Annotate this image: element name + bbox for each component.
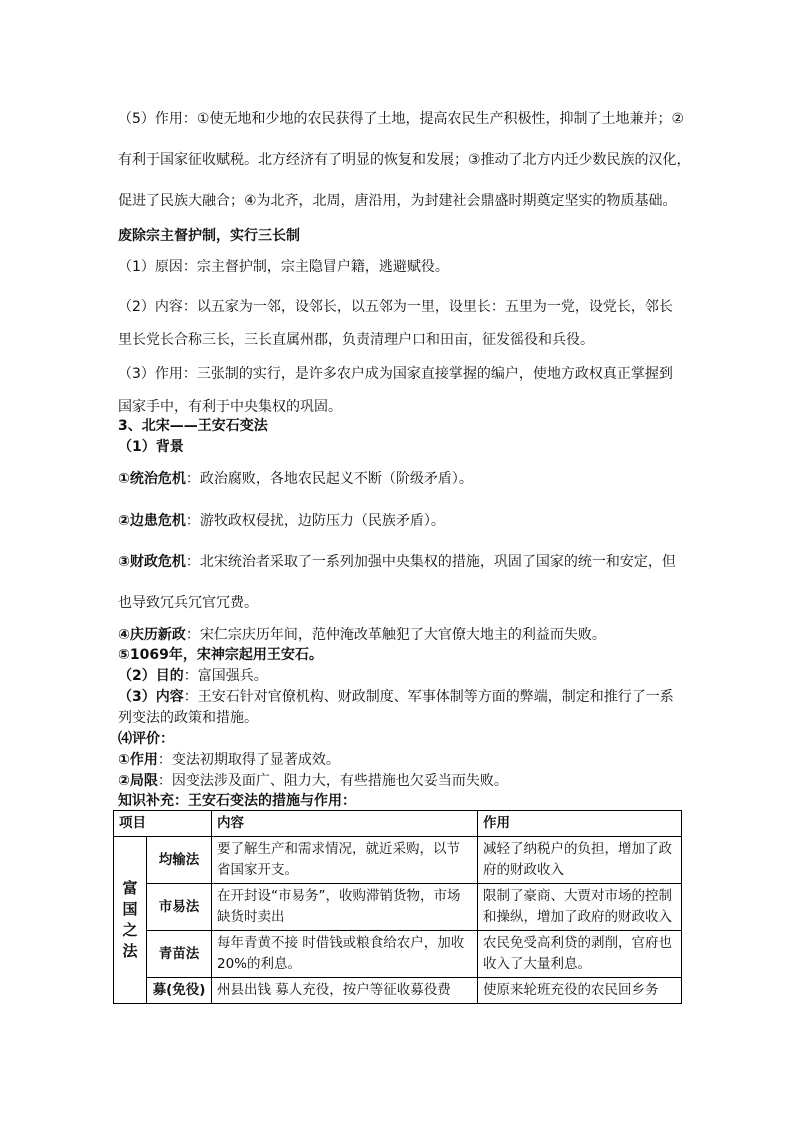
text-line <box>118 470 473 488</box>
table-header-row <box>114 811 682 837</box>
text-line: 促进了民族大融合；④为北齐，北周，唐沿用，为封建社会鼎盛时期奠定坚实的物质基础。 <box>118 193 677 209</box>
table-row <box>114 884 682 931</box>
measure-content: 在开封设“市易务”，收购滞销货物，市场缺货时卖出 <box>212 884 478 931</box>
term-text: ：变法初期取得了显著成效。 <box>157 752 340 768</box>
subsection-heading: （1）背景 <box>118 439 184 455</box>
term-label: ③财政危机 <box>118 554 186 570</box>
subsection-heading: ⑷评价： <box>118 731 174 747</box>
section-heading: 废除宗主督护制，实行三长制 <box>118 228 300 244</box>
header-cell: 作用 <box>478 811 682 837</box>
table-caption: 知识补充：王安石变法的措施与作用： <box>118 793 356 809</box>
text-line: 列变法的政策和措施。 <box>118 710 258 726</box>
term-text: ：北宋统治者采取了一系列加强中央集权的措施，巩固了国家的统一和安定，但 <box>185 554 676 570</box>
term-text: ：因变法涉及面广、阻力大，有些措施也欠妥当而失败。 <box>157 773 508 789</box>
text-line: ⑤1069年，宋神宗起用王安石。 <box>118 647 323 663</box>
text-line: （1）原因：宗主督护制，宗主隐冒户籍，逃避赋役。 <box>118 259 449 275</box>
term-label: ①作用 <box>118 752 158 768</box>
text-line: （2）内容：以五家为一邻，设邻长，以五邻为一里，设里长：五里为一党，设党长，邻长 <box>118 299 673 315</box>
measure-effect: 农民免受高利贷的剥削，官府也收入了大量利息。 <box>478 931 682 978</box>
term-text: ：游牧政权侵扰，边防压力（民族矛盾）。 <box>185 513 445 529</box>
category-cell <box>114 837 147 1004</box>
measure-name: 募(免役) <box>147 978 212 1004</box>
measure-name: 市易法 <box>147 884 212 931</box>
text-line: （3）作用：三张制的实行，是许多农户成为国家直接掌握的编户，使地方政权真正掌握到 <box>118 366 673 382</box>
measure-name: 青苗法 <box>147 931 212 978</box>
text-line <box>118 512 445 530</box>
term-label: ②局限 <box>118 773 158 789</box>
table-row <box>114 931 682 978</box>
section-heading: 3、北宋——王安石变法 <box>118 418 268 434</box>
term-label: ①统治危机 <box>118 471 186 487</box>
table-row <box>114 978 682 1004</box>
header-cell: 项目 <box>114 811 212 837</box>
term-text: ：政治腐败，各地农民起义不断（阶级矛盾）。 <box>185 471 473 487</box>
term-label: （2）目的 <box>118 668 184 684</box>
text-line <box>118 626 606 644</box>
term-label: （3）内容 <box>118 689 184 705</box>
text-line <box>118 751 340 769</box>
measure-name: 均输法 <box>147 837 212 884</box>
text-line: 有利于国家征收赋税。北方经济有了明显的恢复和发展；③推动了北方内迁少数民族的汉化， <box>118 152 691 168</box>
measure-content: 要了解生产和需求情况，就近采购，以节省国家开支。 <box>212 837 478 884</box>
term-text: ：王安石针对官僚机构、财政制度、军事体制等方面的弊端，制定和推行了一系 <box>183 689 674 705</box>
measure-effect: 限制了豪商、大贾对市场的控制和操纵，增加了政府的财政收入 <box>478 884 682 931</box>
text-line: 国家手中，有利于中央集权的巩固。 <box>118 399 342 415</box>
text-line: 也导致冗兵冗官冗费。 <box>118 595 258 611</box>
text-line <box>118 553 676 571</box>
text-line <box>118 667 268 685</box>
measure-effect: 减轻了纳税户的负担，增加了政府的财政收入 <box>478 837 682 884</box>
text-line <box>118 688 674 706</box>
table-row <box>114 837 682 884</box>
term-text: ：富国强兵。 <box>183 668 268 684</box>
measure-effect: 使原来轮班充役的农民回乡务 <box>478 978 682 1004</box>
header-cell: 内容 <box>212 811 478 837</box>
measure-content: 每年青黄不接 时借钱或粮食给农户，加收 20%的利息。 <box>212 931 478 978</box>
text-line <box>118 772 508 790</box>
text-line: （5）作用：①使无地和少地的农民获得了土地，提高农民生产积极性，抑制了土地兼并；② <box>118 111 685 127</box>
text-line: 里长党长合称三长，三长直属州郡，负责清理户口和田亩，征发徭役和兵役。 <box>118 332 594 348</box>
term-label: ④庆历新政 <box>118 627 186 643</box>
category-label: 富 国 之 法 <box>122 879 138 960</box>
term-text: ：宋仁宗庆历年间，范仲淹改革触犯了大官僚大地主的利益而失败。 <box>185 627 606 643</box>
measures-table <box>113 810 682 1004</box>
measure-content: 州县出钱 募人充役，按户等征收募役费 <box>212 978 478 1004</box>
term-label: ②边患危机 <box>118 513 186 529</box>
